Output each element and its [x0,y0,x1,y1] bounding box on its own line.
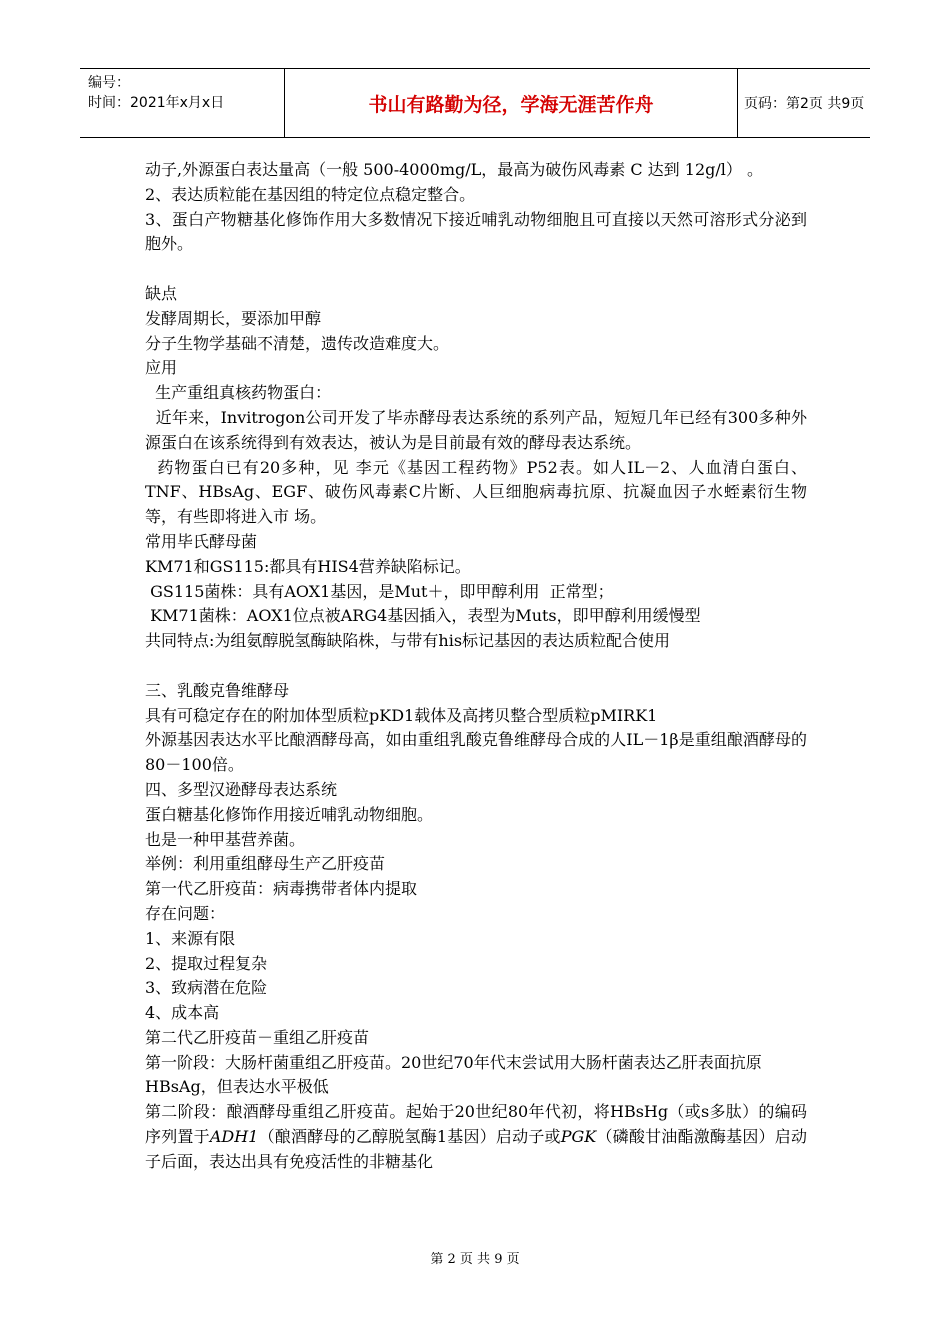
paragraph: 近年来，Invitrogon公司开发了毕赤酵母表达系统的系列产品，短短几年已经有300多种外源蛋白在该系统得到有效表达，被认为是目前最有效的酵母表达系统。 [145,407,807,452]
paragraph: 第一代乙肝疫苗：病毒携带者体内提取 [145,879,418,899]
gene-name-pgk: PGK [560,1127,597,1147]
paragraph: 第一阶段：大肠杆菌重组乙肝疫苗。20世纪70年代末尝试用大肠杆菌表达乙肝表面抗原HBsAg，但表达水平极低 [145,1052,762,1097]
header-motto: 书山有路勤为径，学海无涯苦作舟 [284,69,738,137]
paragraph: 具有可稳定存在的附加体型质粒pKD1载体及高拷贝整合型质粒pMIRK1 [145,705,658,725]
page-header [80,68,870,138]
paragraph: 4、成本高 [145,1003,220,1023]
paragraph: 蛋白糖基化修饰作用接近哺乳动物细胞。 [145,804,434,824]
header-page-info: 页码：第2页 共9页 [744,96,865,112]
paragraph: 生产重组真核药物蛋白： [145,383,332,403]
text-run: 第二阶段：酿酒酵母重组乙肝疫苗。起始于20世纪80年代初，将HBsHg（或s多肽）的编码序列置于 [145,1102,807,1147]
paragraph: 存在问题： [145,903,226,923]
blank-line [145,257,807,282]
header-number-label: 编号： [88,75,130,91]
paragraph: 四、多型汉逊酵母表达系统 [145,779,338,799]
paragraph: 共同特点:为组氨醇脱氢酶缺陷株，与带有his标记基因的表达质粒配合使用 [145,631,671,651]
paragraph: 外源基因表达水平比酿酒酵母高，如由重组乳酸克鲁维酵母合成的人IL－1β是重组酿酒酵母的80－100倍。 [145,730,807,775]
paragraph: 3、蛋白产物糖基化修饰作用大多数情况下接近哺乳动物细胞且可直接以天然可溶形式分泌到胞外。 [145,209,807,254]
paragraph: 2、提取过程复杂 [145,953,268,973]
paragraph-last [145,1100,807,1174]
page-footer: 第 2 页 共 9 页 [430,1252,520,1267]
paragraph: 举例：利用重组酵母生产乙肝疫苗 [145,854,386,874]
paragraph: 发酵周期长，要添加甲醇 [145,308,322,328]
text-run: （酿酒酵母的乙醇脱氢酶1基因）启动子或 [258,1127,561,1147]
paragraph: 动子,外源蛋白表达量高（一般 500-4000mg/L，最高为破伤风毒素 C 达到 12g/l） 。 [145,160,763,179]
paragraph: 常用毕氏酵母菌 [145,531,258,551]
paragraph: 2、表达质粒能在基因组的特定位点稳定整合。 [145,184,476,204]
paragraph: GS115菌株：具有AOX1基因，是Mut＋，即甲醇利用 正常型； [145,581,614,601]
text-run: （磷酸甘油酯激酶基因）启动子后面，表达出具有免疫活性的非糖基化 [145,1127,807,1171]
paragraph: 第二代乙肝疫苗－重组乙肝疫苗 [145,1027,370,1047]
header-meta [88,73,284,135]
paragraph: KM71菌株：AOX1位点被ARG4基因插入，表型为Muts，即甲醇利用缓慢型 [145,606,701,626]
header-date-label: 时间：2021年x月x日 [88,95,225,111]
blank-line [145,654,807,679]
paragraph: 三、乳酸克鲁维酵母 [145,680,290,700]
paragraph: 3、致病潜在危险 [145,978,268,998]
paragraph: 也是一种甲基营养菌。 [145,829,306,849]
paragraph: KM71和GS115:都具有HIS4营养缺陷标记。 [145,556,471,576]
paragraph: 分子生物学基础不清楚，遗传改造难度大。 [145,333,450,353]
gene-name-adh1: ADH1 [209,1127,259,1147]
document-body [145,158,807,1175]
paragraph: 1、来源有限 [145,928,236,948]
paragraph: 缺点 [145,283,178,303]
paragraph: 应用 [145,358,178,378]
paragraph: 药物蛋白已有20多种，见 李元《基因工程药物》P52表。如人IL－2、人血清白蛋白、TNF、HBsAg、EGF、破伤风毒素C片断、人巨细胞病毒抗原、抗凝血因子水蛭素衍生物等，有些即将进入市 场。 [145,457,807,527]
